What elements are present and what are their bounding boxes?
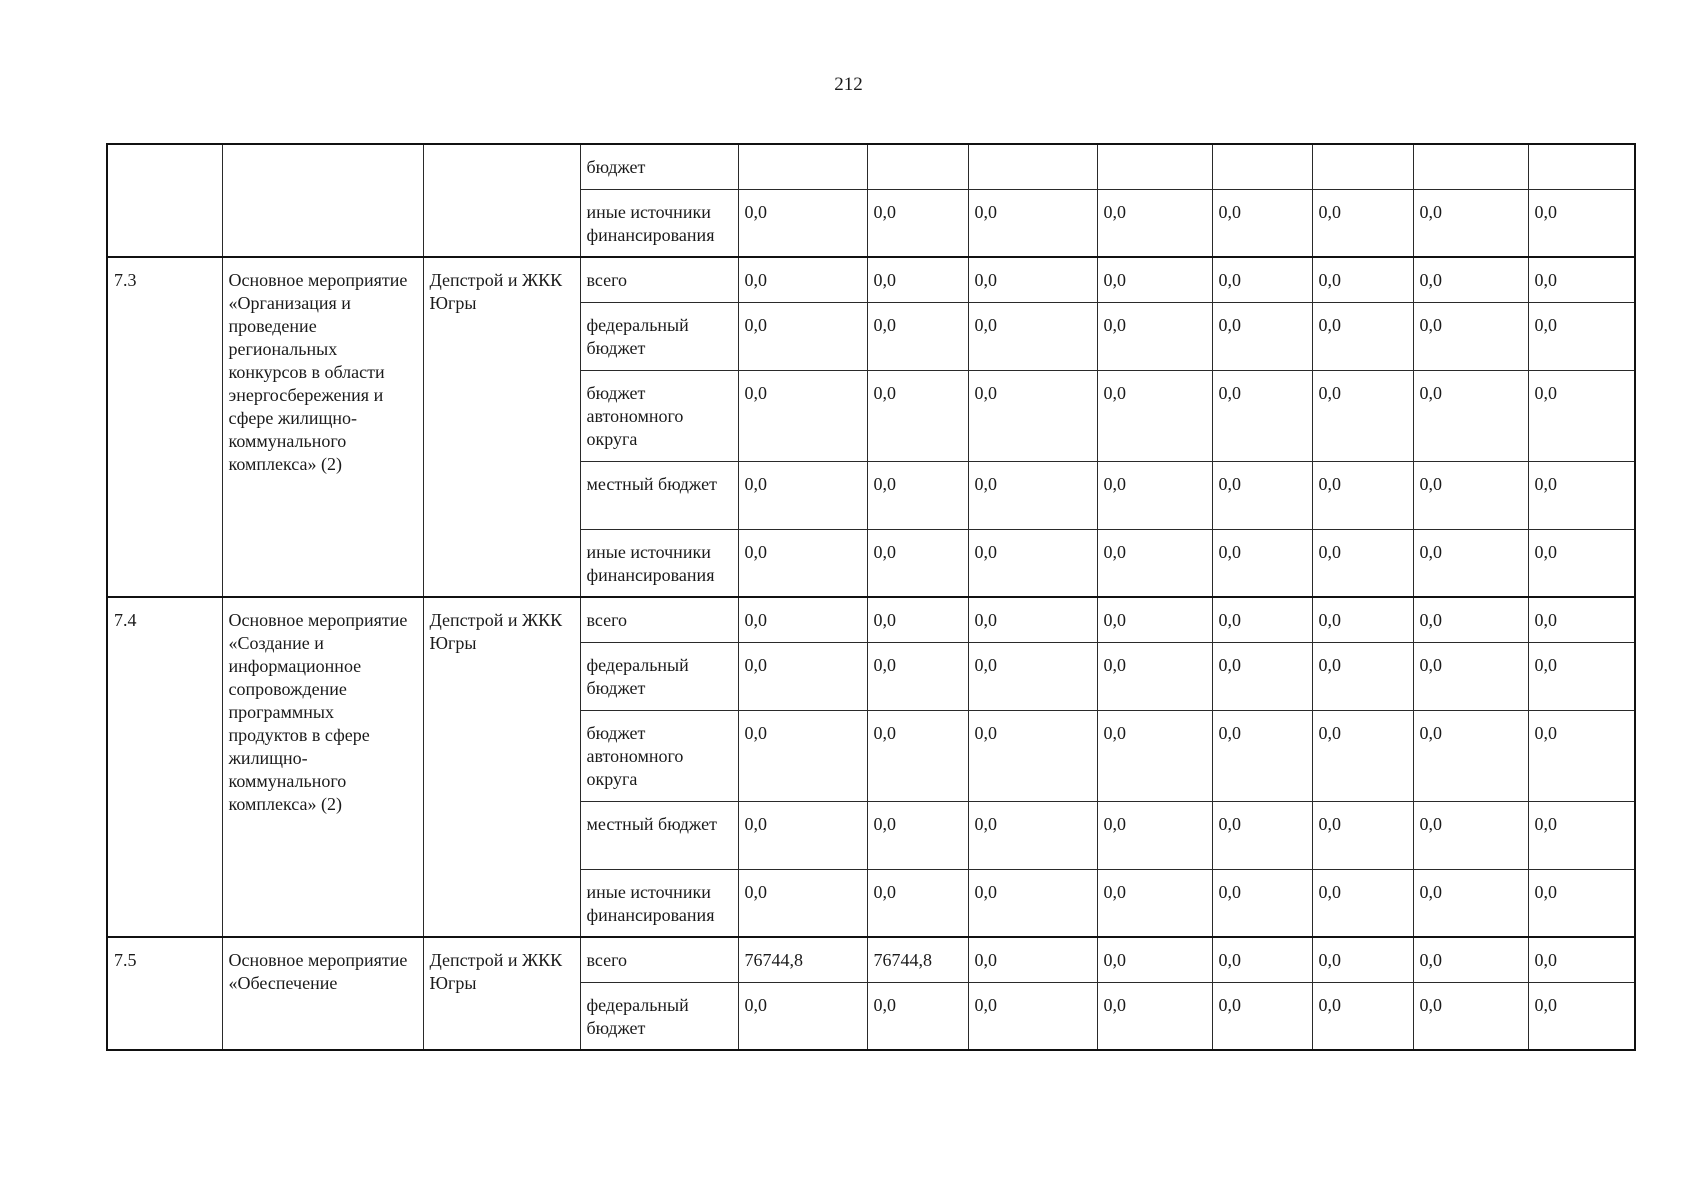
value-cell: 0,0 xyxy=(968,937,1097,982)
value-cell: 0,0 xyxy=(1312,189,1413,257)
value-cell xyxy=(1212,144,1312,189)
value-cell: 0,0 xyxy=(867,710,968,801)
value-cell: 0,0 xyxy=(1212,710,1312,801)
value-cell: 0,0 xyxy=(1212,302,1312,370)
value-cell: 0,0 xyxy=(1528,642,1635,710)
value-cell: 0,0 xyxy=(1212,529,1312,597)
value-cell: 0,0 xyxy=(1212,461,1312,529)
value-cell: 0,0 xyxy=(1312,370,1413,461)
value-cell: 0,0 xyxy=(1528,189,1635,257)
value-cell: 0,0 xyxy=(1413,937,1528,982)
value-cell: 0,0 xyxy=(1413,302,1528,370)
value-cell: 0,0 xyxy=(867,801,968,869)
value-cell: 0,0 xyxy=(1528,302,1635,370)
value-cell: 0,0 xyxy=(1312,302,1413,370)
value-cell: 0,0 xyxy=(1212,869,1312,937)
table-row xyxy=(107,257,1635,302)
value-cell xyxy=(867,144,968,189)
value-cell: 0,0 xyxy=(1528,869,1635,937)
value-cell: 0,0 xyxy=(1413,710,1528,801)
value-cell: 0,0 xyxy=(1212,982,1312,1050)
value-cell: 0,0 xyxy=(1312,801,1413,869)
value-cell: 0,0 xyxy=(1212,597,1312,642)
value-cell: 0,0 xyxy=(1212,642,1312,710)
num-cell: 7.5 xyxy=(107,937,222,1050)
value-cell: 0,0 xyxy=(968,982,1097,1050)
value-cell: 0,0 xyxy=(968,189,1097,257)
table-row xyxy=(107,144,1635,189)
source-cell: местный бюджет xyxy=(580,461,738,529)
value-cell: 0,0 xyxy=(1097,257,1212,302)
value-cell: 0,0 xyxy=(1413,597,1528,642)
source-cell: иные источники финансирования xyxy=(580,869,738,937)
value-cell xyxy=(968,144,1097,189)
value-cell xyxy=(1413,144,1528,189)
value-cell xyxy=(1097,144,1212,189)
value-cell: 0,0 xyxy=(1212,257,1312,302)
value-cell: 0,0 xyxy=(968,370,1097,461)
value-cell: 0,0 xyxy=(738,642,867,710)
value-cell: 0,0 xyxy=(1413,257,1528,302)
num-cell: 7.4 xyxy=(107,597,222,937)
value-cell: 0,0 xyxy=(1097,869,1212,937)
value-cell: 0,0 xyxy=(1097,597,1212,642)
value-cell: 0,0 xyxy=(1312,461,1413,529)
value-cell: 0,0 xyxy=(1413,461,1528,529)
value-cell: 0,0 xyxy=(738,982,867,1050)
source-cell: местный бюджет xyxy=(580,801,738,869)
value-cell: 0,0 xyxy=(1097,370,1212,461)
value-cell: 0,0 xyxy=(1413,189,1528,257)
value-cell: 0,0 xyxy=(1097,642,1212,710)
value-cell: 0,0 xyxy=(1212,801,1312,869)
value-cell: 0,0 xyxy=(1097,189,1212,257)
value-cell: 0,0 xyxy=(1097,302,1212,370)
value-cell: 0,0 xyxy=(867,597,968,642)
name-cell: Основное мероприятие «Создание и информационное сопровождение программных продуктов в сфере жилищно-коммунального комплекса» (2) xyxy=(222,597,423,937)
value-cell: 0,0 xyxy=(738,257,867,302)
value-cell: 76744,8 xyxy=(738,937,867,982)
value-cell: 0,0 xyxy=(1312,869,1413,937)
num-cell xyxy=(107,144,222,257)
value-cell: 0,0 xyxy=(738,597,867,642)
source-cell: федеральный бюджет xyxy=(580,982,738,1050)
value-cell: 0,0 xyxy=(1413,529,1528,597)
value-cell xyxy=(1312,144,1413,189)
source-cell: всего xyxy=(580,257,738,302)
value-cell: 0,0 xyxy=(738,529,867,597)
value-cell: 0,0 xyxy=(968,302,1097,370)
value-cell: 0,0 xyxy=(867,869,968,937)
value-cell: 0,0 xyxy=(1528,529,1635,597)
value-cell: 0,0 xyxy=(738,189,867,257)
value-cell: 0,0 xyxy=(1212,189,1312,257)
value-cell: 0,0 xyxy=(1413,642,1528,710)
value-cell: 76744,8 xyxy=(867,937,968,982)
value-cell: 0,0 xyxy=(968,461,1097,529)
value-cell: 0,0 xyxy=(867,529,968,597)
name-cell: Основное мероприятие «Обеспечение xyxy=(222,937,423,1050)
value-cell: 0,0 xyxy=(867,189,968,257)
value-cell: 0,0 xyxy=(1413,869,1528,937)
value-cell: 0,0 xyxy=(968,529,1097,597)
value-cell: 0,0 xyxy=(1413,801,1528,869)
value-cell: 0,0 xyxy=(867,461,968,529)
value-cell: 0,0 xyxy=(1312,642,1413,710)
budget-table xyxy=(106,143,1636,1051)
source-cell: всего xyxy=(580,937,738,982)
value-cell: 0,0 xyxy=(968,257,1097,302)
executor-cell: Депстрой и ЖКК Югры xyxy=(423,257,580,597)
source-cell: федеральный бюджет xyxy=(580,302,738,370)
value-cell: 0,0 xyxy=(968,597,1097,642)
value-cell: 0,0 xyxy=(1097,710,1212,801)
executor-cell xyxy=(423,144,580,257)
value-cell: 0,0 xyxy=(738,370,867,461)
source-cell: бюджет автономного округа xyxy=(580,710,738,801)
value-cell: 0,0 xyxy=(1528,937,1635,982)
value-cell xyxy=(1528,144,1635,189)
value-cell: 0,0 xyxy=(1528,597,1635,642)
value-cell: 0,0 xyxy=(738,461,867,529)
name-cell xyxy=(222,144,423,257)
value-cell: 0,0 xyxy=(1097,801,1212,869)
value-cell: 0,0 xyxy=(1212,937,1312,982)
value-cell: 0,0 xyxy=(867,642,968,710)
table-row xyxy=(107,937,1635,982)
name-cell: Основное мероприятие «Организация и проведение региональных конкурсов в области энергосбережения и сфере жилищно-коммунального комплекса» (2) xyxy=(222,257,423,597)
value-cell: 0,0 xyxy=(1312,597,1413,642)
value-cell: 0,0 xyxy=(1312,257,1413,302)
value-cell: 0,0 xyxy=(1097,461,1212,529)
value-cell: 0,0 xyxy=(1528,461,1635,529)
value-cell: 0,0 xyxy=(968,710,1097,801)
source-cell: всего xyxy=(580,597,738,642)
value-cell: 0,0 xyxy=(1097,937,1212,982)
value-cell: 0,0 xyxy=(1312,710,1413,801)
value-cell: 0,0 xyxy=(1528,370,1635,461)
value-cell: 0,0 xyxy=(867,370,968,461)
executor-cell: Депстрой и ЖКК Югры xyxy=(423,597,580,937)
value-cell: 0,0 xyxy=(867,302,968,370)
source-cell: бюджет xyxy=(580,144,738,189)
num-cell: 7.3 xyxy=(107,257,222,597)
value-cell: 0,0 xyxy=(1413,982,1528,1050)
table-row xyxy=(107,597,1635,642)
value-cell xyxy=(738,144,867,189)
value-cell: 0,0 xyxy=(867,982,968,1050)
source-cell: иные источники финансирования xyxy=(580,189,738,257)
value-cell: 0,0 xyxy=(738,302,867,370)
value-cell: 0,0 xyxy=(738,801,867,869)
value-cell: 0,0 xyxy=(968,801,1097,869)
value-cell: 0,0 xyxy=(968,642,1097,710)
value-cell: 0,0 xyxy=(1528,801,1635,869)
value-cell: 0,0 xyxy=(968,869,1097,937)
value-cell: 0,0 xyxy=(738,869,867,937)
executor-cell: Депстрой и ЖКК Югры xyxy=(423,937,580,1050)
value-cell: 0,0 xyxy=(867,257,968,302)
source-cell: иные источники финансирования xyxy=(580,529,738,597)
value-cell: 0,0 xyxy=(738,710,867,801)
value-cell: 0,0 xyxy=(1312,529,1413,597)
value-cell: 0,0 xyxy=(1312,982,1413,1050)
value-cell: 0,0 xyxy=(1312,937,1413,982)
value-cell: 0,0 xyxy=(1528,982,1635,1050)
value-cell: 0,0 xyxy=(1097,982,1212,1050)
source-cell: бюджет автономного округа xyxy=(580,370,738,461)
value-cell: 0,0 xyxy=(1212,370,1312,461)
value-cell: 0,0 xyxy=(1097,529,1212,597)
value-cell: 0,0 xyxy=(1413,370,1528,461)
source-cell: федеральный бюджет xyxy=(580,642,738,710)
page-number: 212 xyxy=(834,74,863,95)
value-cell: 0,0 xyxy=(1528,710,1635,801)
value-cell: 0,0 xyxy=(1528,257,1635,302)
